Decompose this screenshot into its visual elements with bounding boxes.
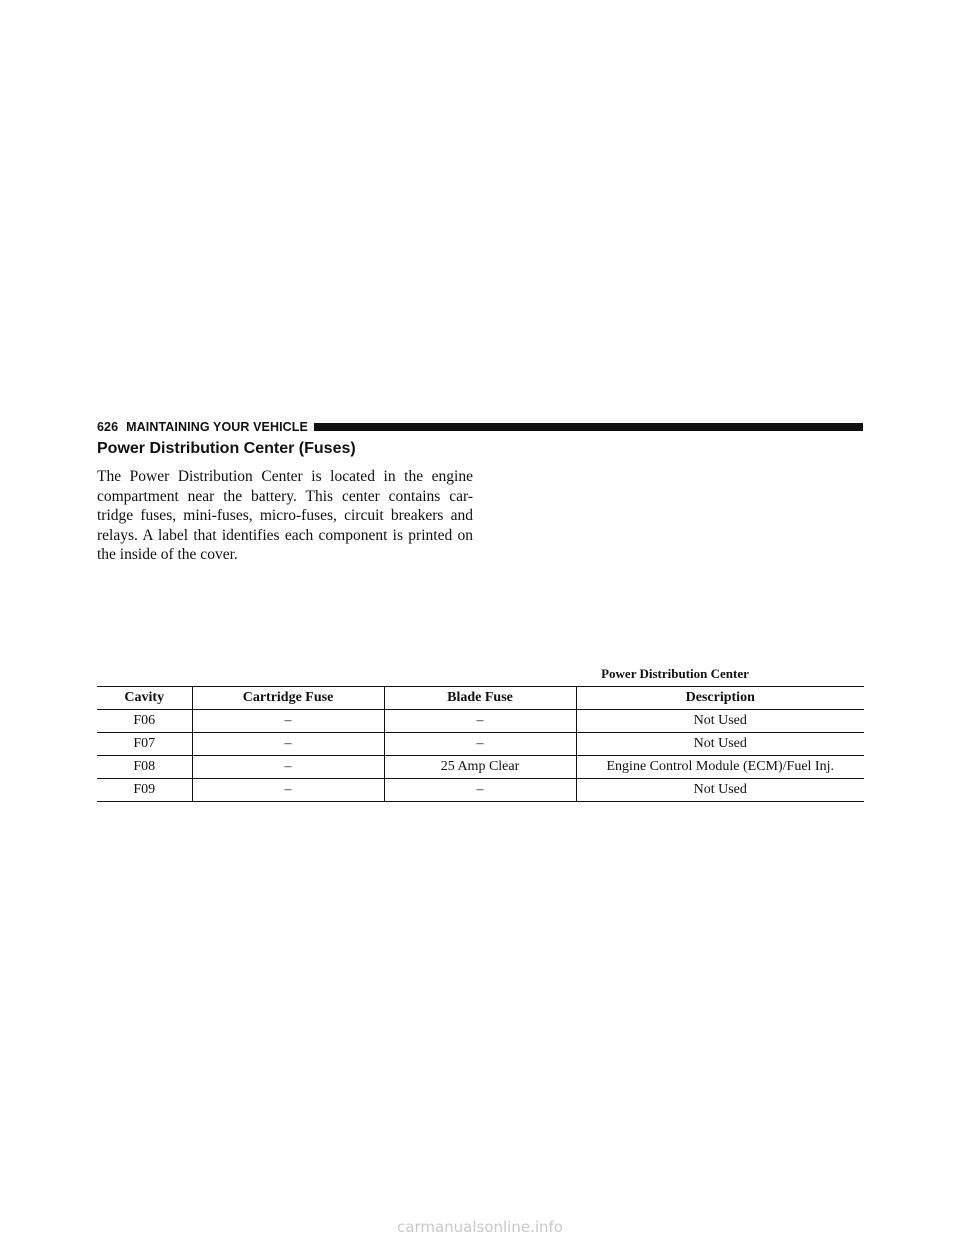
cell-blade-fuse: –: [384, 710, 576, 733]
section-heading: Power Distribution Center (Fuses): [97, 440, 356, 457]
table-row: [97, 756, 864, 779]
cell-cavity: F08: [97, 756, 192, 779]
fuse-table: [97, 686, 864, 802]
table-header-row: [97, 687, 864, 710]
header-description: Description: [576, 687, 864, 710]
cell-cartridge-fuse: –: [192, 710, 384, 733]
cell-cartridge-fuse: –: [192, 756, 384, 779]
header-rule: [314, 423, 863, 431]
table-row: [97, 733, 864, 756]
cell-cavity: F09: [97, 779, 192, 802]
cell-description: Not Used: [576, 733, 864, 756]
cell-cartridge-fuse: –: [192, 733, 384, 756]
watermark: carmanualsonline.info: [397, 1218, 563, 1236]
cell-cavity: F07: [97, 733, 192, 756]
page-header: [97, 418, 863, 436]
cell-cartridge-fuse: –: [192, 779, 384, 802]
cell-blade-fuse: –: [384, 779, 576, 802]
body-paragraph: The Power Distribution Center is located in the engine compartment near the battery. This center contains car-tridge fuses, mini-fuses, micro-fuses, circuit breakers and relays. A label that identifies each component is printed on the inside of the cover.: [97, 468, 473, 563]
chapter-title: MAINTAINING YOUR VEHICLE: [126, 420, 308, 434]
header-blade-fuse: Blade Fuse: [384, 687, 576, 710]
table-row: [97, 779, 864, 802]
cell-cavity: F06: [97, 710, 192, 733]
table-caption: Power Distribution Center: [601, 666, 749, 681]
cell-blade-fuse: 25 Amp Clear: [384, 756, 576, 779]
cell-description: Not Used: [576, 710, 864, 733]
cell-description: Not Used: [576, 779, 864, 802]
table-row: [97, 710, 864, 733]
page-number: 626: [97, 420, 119, 434]
header-cavity: Cavity: [97, 687, 192, 710]
header-cartridge-fuse: Cartridge Fuse: [192, 687, 384, 710]
cell-blade-fuse: –: [384, 733, 576, 756]
cell-description: Engine Control Module (ECM)/Fuel Inj.: [576, 756, 864, 779]
